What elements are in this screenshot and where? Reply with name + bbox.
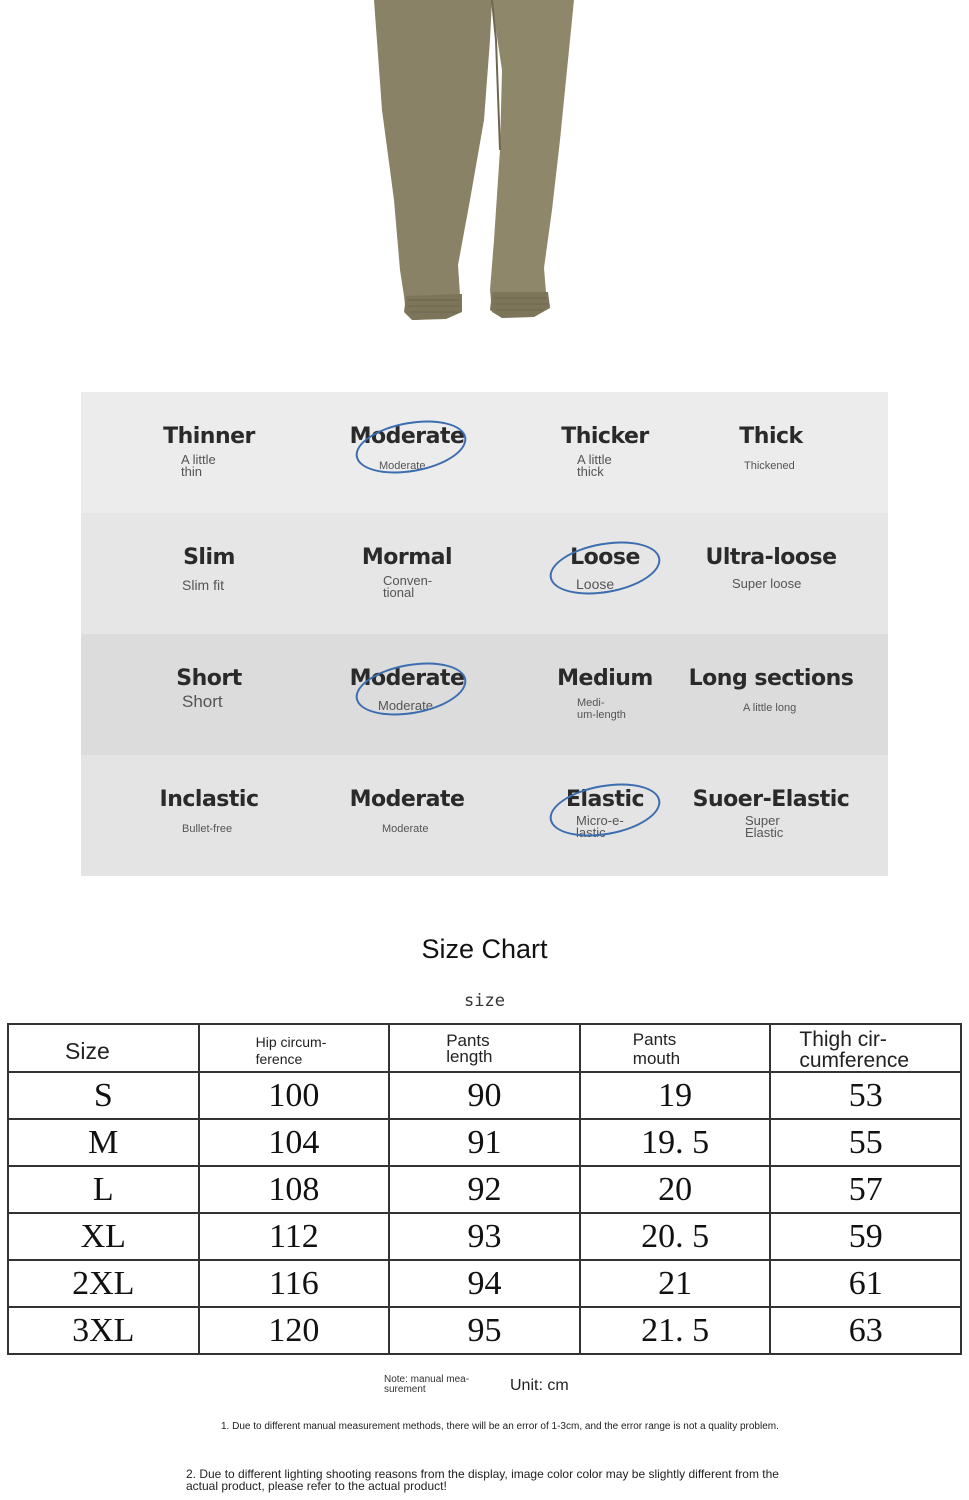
attr-sub: Super loose (732, 576, 802, 591)
cell-hip: 116 (199, 1260, 390, 1307)
attr-title: Inclastic (159, 787, 259, 812)
cell-size: 3XL (8, 1307, 199, 1354)
attr-thick (671, 392, 871, 513)
size-chart-subtitle: size (464, 991, 505, 1011)
table-row (8, 1307, 961, 1354)
cell-hip: 112 (199, 1213, 390, 1260)
attr-thinner (109, 392, 309, 513)
cell-length: 95 (389, 1307, 580, 1354)
attr-inelastic (109, 755, 309, 876)
cell-thigh: 55 (770, 1119, 961, 1166)
cell-thigh: 59 (770, 1213, 961, 1260)
attr-title: Medium (557, 666, 653, 691)
cell-size: S (8, 1072, 199, 1119)
attr-normal (307, 513, 507, 634)
attr-sub: Moderate (382, 823, 429, 835)
attr-title: Long sections (688, 666, 854, 691)
table-row (8, 1072, 961, 1119)
attr-title: Suoer-Elastic (692, 787, 850, 812)
manual-measurement-note: Note: manual mea- surement (384, 1374, 470, 1395)
attr-title: Thicker (561, 424, 649, 449)
attr-sub: Micro-e- lastic (576, 813, 624, 840)
cell-size: M (8, 1119, 199, 1166)
size-chart-title: Size Chart (421, 934, 548, 964)
cell-mouth: 20. 5 (580, 1213, 771, 1260)
table-row (8, 1260, 961, 1307)
attr-short (109, 634, 309, 755)
disclaimer-note-2: 2. Due to different lighting shooting reasons from the display, image color color may be slightly different from the actual product, please refer to the actual product! (186, 1467, 779, 1493)
unit-label: Unit: cm (510, 1377, 569, 1394)
attribute-panel (81, 392, 888, 876)
cell-mouth: 19. 5 (580, 1119, 771, 1166)
cell-length: 90 (389, 1072, 580, 1119)
attr-slim (109, 513, 309, 634)
cell-size: XL (8, 1213, 199, 1260)
attr-title: Thick (739, 424, 803, 449)
cell-length: 94 (389, 1260, 580, 1307)
attr-moderate-elasticity (307, 755, 507, 876)
attr-sub: A little thick (577, 452, 612, 479)
attr-title: Moderate (349, 424, 465, 449)
cell-size: 2XL (8, 1260, 199, 1307)
cell-thigh: 63 (770, 1307, 961, 1354)
cell-hip: 100 (199, 1072, 390, 1119)
attr-moderate-thickness (307, 392, 507, 513)
attr-sub: Bullet-free (182, 823, 233, 835)
cell-length: 93 (389, 1213, 580, 1260)
attr-title: Thinner (163, 424, 255, 449)
attr-super-elastic (671, 755, 871, 876)
attr-sub: Moderate (378, 698, 433, 713)
attr-sub: Super Elastic (745, 813, 784, 840)
cell-thigh: 57 (770, 1166, 961, 1213)
cell-length: 92 (389, 1166, 580, 1213)
attr-title: Slim (183, 545, 235, 570)
cell-hip: 104 (199, 1119, 390, 1166)
attr-sub: Moderate (379, 460, 426, 472)
product-image-pants (200, 0, 780, 345)
cell-mouth: 20 (580, 1166, 771, 1213)
header-label: Pants mouth (632, 1030, 681, 1068)
attr-sub: Short (182, 692, 223, 711)
cell-mouth: 19 (580, 1072, 771, 1119)
cell-size: L (8, 1166, 199, 1213)
size-table (7, 1023, 962, 1355)
header-label: Thigh cir- cumference (799, 1028, 910, 1072)
header-hip (199, 1024, 390, 1072)
header-label: Pants length (446, 1031, 493, 1066)
attr-title: Moderate (349, 787, 465, 812)
table-row (8, 1166, 961, 1213)
table-row (8, 1213, 961, 1260)
attr-sub: Slim fit (182, 577, 224, 593)
attribute-row-fit (81, 513, 888, 634)
cell-length: 91 (389, 1119, 580, 1166)
disclaimer-note-1: 1. Due to different manual measurement methods, there will be an error of 1-3cm, and the error range is not a quality problem. (221, 1421, 779, 1432)
header-size (8, 1024, 199, 1072)
attr-title: Short (176, 666, 242, 691)
attr-sub: Loose (576, 576, 615, 592)
header-label: Size (65, 1038, 110, 1064)
attr-sub: Thickened (744, 460, 795, 472)
table-header-row (8, 1024, 961, 1072)
attr-title: Ultra-loose (705, 545, 837, 570)
cell-thigh: 61 (770, 1260, 961, 1307)
attr-title: Loose (570, 545, 640, 570)
header-thigh (770, 1024, 961, 1072)
attr-title: Elastic (565, 787, 645, 812)
attr-ultra-loose (671, 513, 871, 634)
attr-long-sections (671, 634, 871, 755)
attr-title: Moderate (349, 666, 465, 691)
table-row (8, 1119, 961, 1166)
attr-title: Mormal (361, 545, 453, 570)
attribute-row-thickness (81, 392, 888, 513)
attribute-row-elasticity (81, 755, 888, 876)
cell-thigh: 53 (770, 1072, 961, 1119)
cell-hip: 108 (199, 1166, 390, 1213)
attr-sub: A little long (743, 702, 797, 714)
attr-moderate-length (307, 634, 507, 755)
header-length (389, 1024, 580, 1072)
cell-mouth: 21 (580, 1260, 771, 1307)
attribute-row-length (81, 634, 888, 755)
cell-mouth: 21. 5 (580, 1307, 771, 1354)
header-label: Hip circum- ference (255, 1034, 327, 1067)
attr-sub: Medi- um-length (577, 697, 626, 721)
cell-hip: 120 (199, 1307, 390, 1354)
attr-sub: A little thin (181, 452, 216, 479)
header-mouth (580, 1024, 771, 1072)
attr-sub: Conven- tional (383, 573, 433, 600)
